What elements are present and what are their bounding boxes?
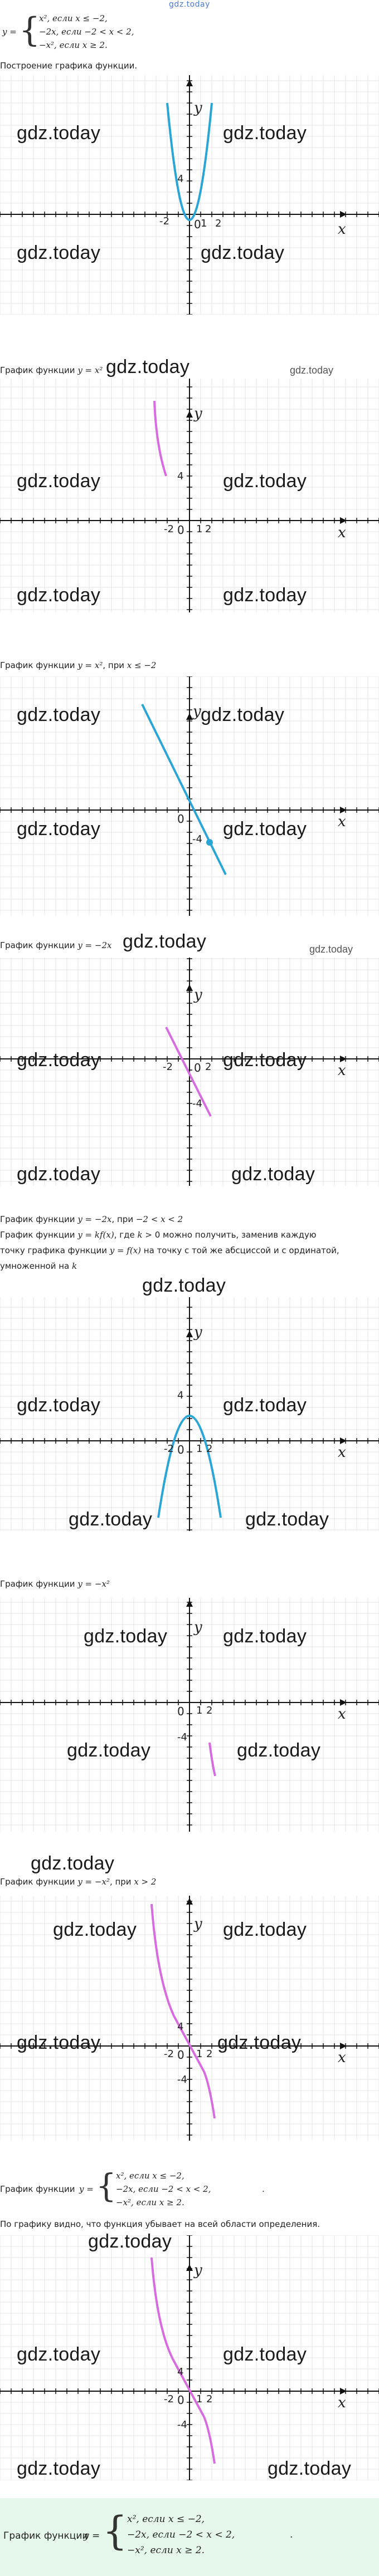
caption-5-line-2: точку графика функции y = f(x) на точку с той же абсциссой и с ординатой,: [0, 1245, 339, 1255]
graph-6-svg: [0, 1598, 379, 1832]
watermark: gdz.today: [17, 1395, 101, 1416]
parabola-branch-neg-x2-right: [210, 1743, 215, 1776]
piecewise-system-top: [2, 10, 225, 57]
watermark: gdz.today: [17, 242, 101, 263]
graph-4-svg: [0, 958, 379, 1186]
watermark: gdz.today: [223, 1049, 307, 1071]
watermark: gdz.today: [17, 2344, 101, 2365]
line-neg2x-segment: [166, 1027, 211, 1116]
system-case-3: −x², если x ≥ 2.: [39, 40, 108, 50]
caption-8: График функции y = { x², если x ≤ −2, −2x, если −2 < x < 2, −x², если x ≥ 2. .: [0, 2167, 265, 2207]
watermark: gdz.today: [67, 1740, 151, 1761]
x-axis-label: x: [338, 1706, 346, 1723]
watermark: gdz.today: [17, 1164, 101, 1185]
y-axis-label: y: [194, 405, 202, 422]
site-header: gdz.today: [169, 0, 210, 9]
watermark-small: gdz.today: [290, 365, 334, 376]
intro-text: Построение графика функции.: [0, 61, 138, 71]
tick-2-label: 2: [215, 218, 222, 229]
watermark: gdz.today: [17, 585, 101, 606]
tick-neg2-label: -2: [164, 1443, 174, 1455]
origin-label: 0: [194, 218, 201, 231]
watermark: gdz.today: [31, 1853, 115, 1874]
x-axis-label: x: [338, 221, 346, 238]
tick-1-label: 1: [201, 218, 207, 229]
brace-icon: {: [96, 2167, 116, 2205]
tick-1-label: 1: [196, 523, 203, 535]
system-case-1: x², если x ≤ −2,: [116, 2171, 184, 2181]
origin-label: 0: [177, 1443, 184, 1456]
tick-neg2-label: -2: [163, 1061, 173, 1073]
graph-4: [0, 958, 379, 1186]
watermark: gdz.today: [17, 470, 101, 492]
y-axis-arrow-icon: [186, 2264, 193, 2271]
watermark: gdz.today: [17, 1049, 101, 1071]
caption-9: По графику видно, что функция убывает на всей области определения.: [0, 2219, 320, 2229]
x-axis-label: x: [338, 524, 346, 541]
watermark: gdz.today: [69, 1509, 153, 1530]
system-trailing-period: .: [290, 2529, 293, 2540]
y-axis-label: y: [193, 703, 201, 720]
x-axis-label: x: [338, 2395, 346, 2411]
y-axis-label: y: [194, 2262, 202, 2279]
tick-2-label: 2: [205, 1061, 212, 1073]
tick-4-label: 4: [177, 173, 184, 185]
origin-label: 0: [177, 812, 184, 826]
watermark: gdz.today: [268, 2458, 352, 2479]
system-case-2: −2x, если −2 < x < 2,: [127, 2529, 235, 2540]
tick-2-label: 2: [206, 1705, 213, 1716]
y-axis-arrow-icon: [186, 984, 193, 991]
graph-1: [0, 75, 379, 315]
tick-neg4-label: -4: [177, 1731, 187, 1743]
system-case-1: x², если x ≤ −2,: [39, 13, 108, 23]
system-case-3: −x², если x ≥ 2.: [127, 2545, 205, 2556]
watermark: gdz.today: [223, 585, 307, 606]
watermark: gdz.today: [17, 122, 101, 144]
tick-neg2-label: -2: [164, 2048, 174, 2060]
watermark: gdz.today: [223, 122, 307, 144]
watermark: gdz.today: [123, 931, 207, 952]
watermark: gdz.today: [17, 2458, 101, 2479]
tick-neg2-label: -2: [159, 215, 169, 227]
watermark-small: gdz.today: [309, 944, 353, 955]
tick-1-label: 1: [196, 2048, 203, 2060]
tick-4-label: 4: [177, 2021, 184, 2033]
graph-2: [0, 379, 379, 612]
graph-3: [0, 676, 379, 916]
tick-1-label: 1: [196, 2393, 203, 2405]
system-case-2: −2x, если −2 < x < 2,: [116, 2184, 211, 2194]
watermark: gdz.today: [201, 704, 285, 725]
caption-2: График функции y = x², при x ≤ −2: [0, 660, 157, 670]
origin-label: 0: [177, 2048, 184, 2062]
caption-7: График функции y = −x², при x > 2: [0, 1877, 157, 1887]
system-case-1: x², если x ≤ −2,: [127, 2514, 205, 2525]
point-2-neg4: [206, 839, 213, 846]
watermark: gdz.today: [223, 818, 307, 840]
system-case-2: −2x, если −2 < x < 2,: [39, 27, 134, 37]
x-axis-label: x: [338, 1062, 346, 1079]
tick-1-label: 1: [196, 1705, 203, 1716]
tick-neg2-label: -2: [164, 523, 174, 535]
origin-label: 0: [177, 523, 184, 537]
system-case-3: −x², если x ≥ 2.: [116, 2197, 184, 2207]
watermark: gdz.today: [17, 2032, 101, 2053]
caption-5-line-3: умноженной на k: [0, 1261, 77, 1271]
tick-neg2-label: -2: [164, 2393, 174, 2405]
y-axis-arrow-icon: [186, 1600, 193, 1607]
tick-2-label: 2: [206, 2393, 213, 2405]
y-axis-arrow-icon: [186, 411, 193, 418]
caption-1: График функции y = x²: [0, 365, 103, 375]
graph-5: [0, 1297, 379, 1531]
graph-2-svg: [0, 379, 379, 612]
caption-3: График функции y = −2x: [0, 940, 112, 950]
watermark: gdz.today: [142, 1275, 226, 1296]
y-axis-label: y: [194, 1916, 202, 1932]
brace-icon: {: [103, 2508, 128, 2554]
tick-neg4-label: -4: [192, 833, 202, 845]
watermark: gdz.today: [17, 704, 101, 725]
tick-neg4-label: -4: [177, 2419, 187, 2431]
watermark: gdz.today: [223, 2344, 307, 2365]
tick-4-label: 4: [177, 2366, 184, 2378]
graph-1-svg: [0, 75, 379, 315]
tick-2-label: 2: [206, 2048, 213, 2060]
watermark: gdz.today: [17, 818, 101, 840]
watermark: gdz.today: [223, 470, 307, 492]
origin-label: 0: [194, 1061, 201, 1074]
watermark: gdz.today: [223, 1919, 307, 1940]
piecewise-graph: [152, 2258, 215, 2464]
y-axis-arrow-icon: [186, 713, 193, 720]
watermark: gdz.today: [106, 356, 190, 377]
system-trailing-period: .: [262, 2184, 265, 2194]
watermark: gdz.today: [231, 1164, 315, 1185]
watermark: gdz.today: [53, 1919, 137, 1940]
caption-6: График функции y = −x²: [0, 1579, 110, 1589]
system-y-label: y =: [2, 27, 17, 37]
y-axis-label: y: [194, 987, 202, 1003]
watermark: gdz.today: [237, 1740, 321, 1761]
watermark: gdz.today: [245, 1509, 329, 1530]
system-y-label: y =: [79, 2184, 94, 2194]
watermark: gdz.today: [223, 1395, 307, 1416]
final-answer-box: [0, 2498, 379, 2576]
tick-4-label: 4: [177, 1390, 184, 1401]
caption-5-line-1: График функции y = kf(x), где k > 0 можно получить, заменив каждую: [0, 1230, 317, 1240]
system-y-label: y =: [84, 2530, 100, 2541]
final-caption-text: График функции: [3, 2530, 89, 2541]
line-neg2x: [142, 704, 226, 875]
watermark: gdz.today: [88, 2231, 172, 2252]
origin-label: 0: [177, 2393, 184, 2407]
watermark: gdz.today: [217, 2032, 302, 2053]
watermark: gdz.today: [84, 1626, 168, 1647]
graph-6: [0, 1598, 379, 1832]
origin-label: 0: [177, 1705, 184, 1718]
brace-icon: {: [19, 11, 41, 50]
graph-8: [0, 2231, 379, 2480]
tick-2-label: 2: [205, 523, 212, 535]
caption-4: График функции y = −2x, при −2 < x < 2: [0, 1214, 183, 1224]
x-axis-label: x: [338, 2049, 346, 2066]
tick-neg4-label: -4: [177, 2074, 187, 2086]
piecewise-graph: [152, 1904, 215, 2118]
y-axis-label: y: [194, 1619, 202, 1636]
tick-neg4-label: -4: [192, 1098, 202, 1110]
watermark: gdz.today: [201, 242, 285, 263]
x-axis-label: x: [338, 1444, 346, 1461]
tick-2-label: 2: [206, 1443, 213, 1455]
watermark: gdz.today: [223, 1626, 307, 1647]
y-axis-arrow-icon: [186, 1331, 193, 1337]
tick-1-label: 1: [196, 1443, 203, 1455]
y-axis-label: y: [194, 1324, 202, 1341]
x-axis-label: x: [338, 813, 346, 830]
tick-4-label: 4: [177, 470, 184, 482]
graph-7: [0, 1896, 379, 2141]
y-axis-label: y: [194, 100, 202, 116]
